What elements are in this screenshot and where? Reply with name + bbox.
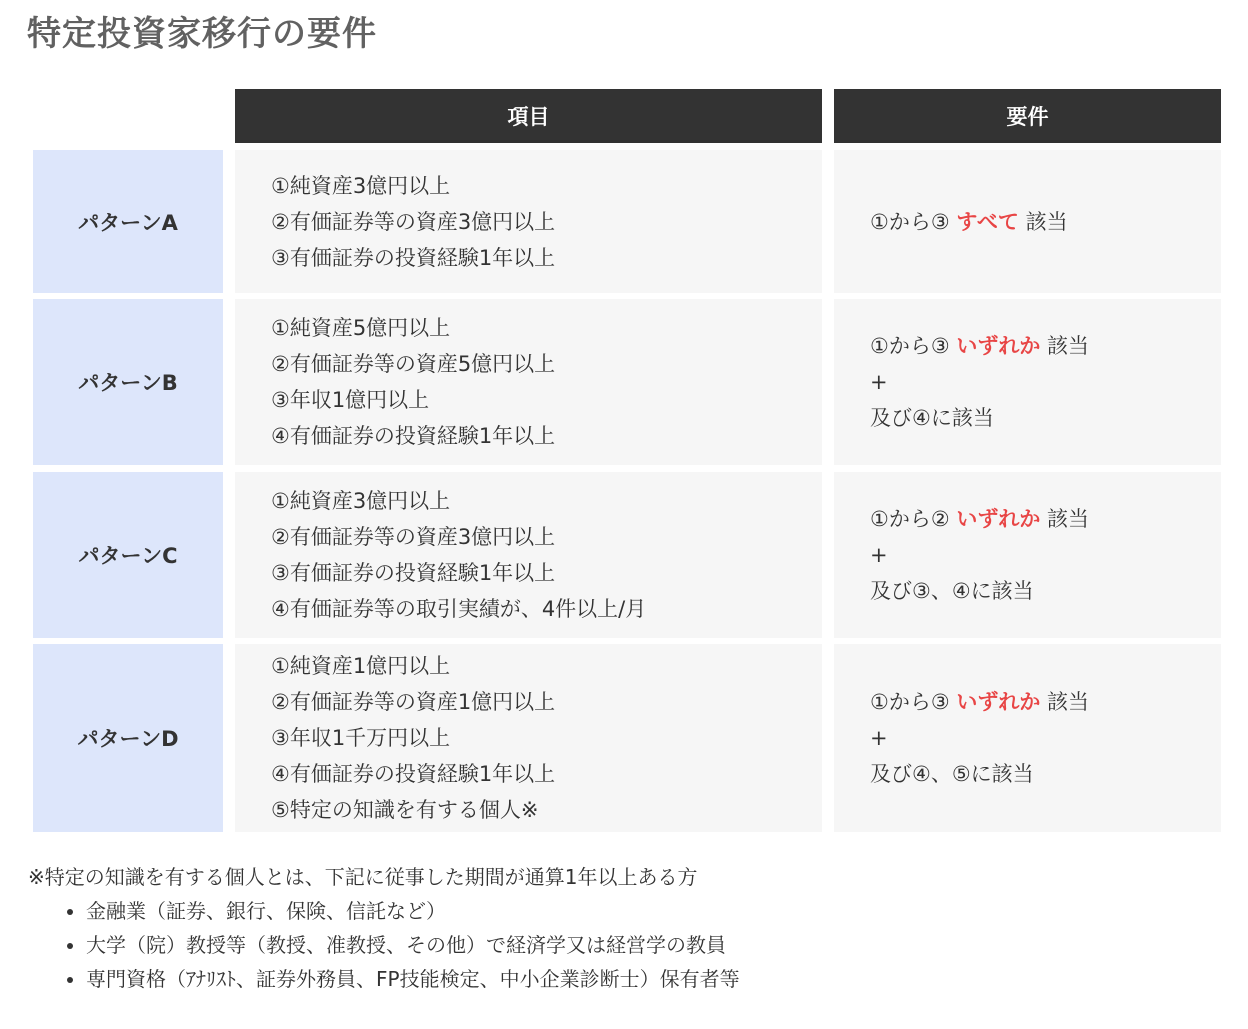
item-line: ①純資産3億円以上 [271, 489, 451, 513]
row-req-c [834, 472, 1221, 638]
req-main [870, 684, 1221, 720]
item-line: ②有価証券等の資産3億円以上 [271, 525, 556, 549]
item-line: ③年収1千万円以上 [271, 726, 451, 750]
item-line: ⑤特定の知識を有する個人※ [271, 798, 539, 822]
footnote-bullet: • 大学（院）教授等（教授、准教授、その他）で経済学又は経営学の教員 [86, 928, 740, 962]
row-req-d [834, 644, 1221, 832]
row-req-a [834, 150, 1221, 293]
row-items-b [235, 299, 822, 465]
req-highlight: いずれか [956, 690, 1041, 714]
footnote-bullet: • 金融業（証券、銀行、保険、信託など） [86, 894, 740, 928]
req-prefix: ①から③ [870, 690, 957, 714]
item-line: ②有価証券等の資産1億円以上 [271, 690, 556, 714]
header-requirement: 要件 [834, 89, 1221, 143]
item-line: ①純資産5億円以上 [271, 316, 451, 340]
row-req-b [834, 299, 1221, 465]
row-label-d: パターンD [33, 644, 223, 832]
req-suffix: 該当 [1040, 334, 1090, 358]
item-line: ①純資産1億円以上 [271, 654, 451, 678]
item-line: ④有価証券の投資経験1年以上 [271, 424, 556, 448]
footnote-intro: ※特定の知識を有する個人とは、下記に従事した期間が通算1年以上ある方 [28, 865, 698, 889]
footnote-list [28, 894, 740, 996]
footnote-bullet: • 専門資格（ｱﾅﾘｽﾄ、証券外務員、FP技能検定、中小企業診断士）保有者等 [86, 962, 740, 996]
row-items-c [235, 472, 822, 638]
header-items: 項目 [235, 89, 822, 143]
item-line: ③有価証券の投資経験1年以上 [271, 245, 556, 270]
req-prefix: ①から③ [870, 334, 957, 358]
req-prefix: ①から② [870, 507, 957, 531]
row-label-b: パターンB [33, 299, 223, 465]
req-main [870, 328, 1221, 364]
item-line: ①純資産3億円以上 [271, 173, 451, 198]
req-plus: + [870, 543, 888, 567]
req-suffix: 該当 [1040, 507, 1090, 531]
footnote [28, 860, 740, 996]
req-prefix: ①から③ [870, 209, 957, 234]
row-items-d [235, 644, 822, 832]
item-line: ④有価証券の投資経験1年以上 [271, 762, 556, 786]
req-suffix: 該当 [1040, 690, 1090, 714]
req-highlight: すべて [956, 209, 1019, 234]
req-highlight: いずれか [956, 334, 1041, 358]
req-main [870, 501, 1221, 537]
req-plus: + [870, 370, 888, 394]
req-extra: 及び③、④に該当 [870, 579, 1034, 603]
page-title: 特定投資家移行の要件 [27, 14, 377, 54]
row-label-c: パターンC [33, 472, 223, 638]
req-highlight: いずれか [956, 507, 1041, 531]
row-items-a [235, 150, 822, 293]
req-extra: 及び④、⑤に該当 [870, 762, 1034, 786]
item-line: ③年収1億円以上 [271, 388, 430, 412]
row-label-a: パターンA [33, 150, 223, 293]
req-suffix: 該当 [1018, 209, 1068, 234]
item-line: ②有価証券等の資産5億円以上 [271, 352, 556, 376]
req-extra: 及び④に該当 [870, 406, 994, 430]
req-plus: + [870, 726, 888, 750]
item-line: ②有価証券等の資産3億円以上 [271, 209, 556, 234]
item-line: ④有価証券等の取引実績が、4件以上/月 [271, 597, 647, 621]
req-main [870, 204, 1221, 240]
item-line: ③有価証券の投資経験1年以上 [271, 561, 556, 585]
